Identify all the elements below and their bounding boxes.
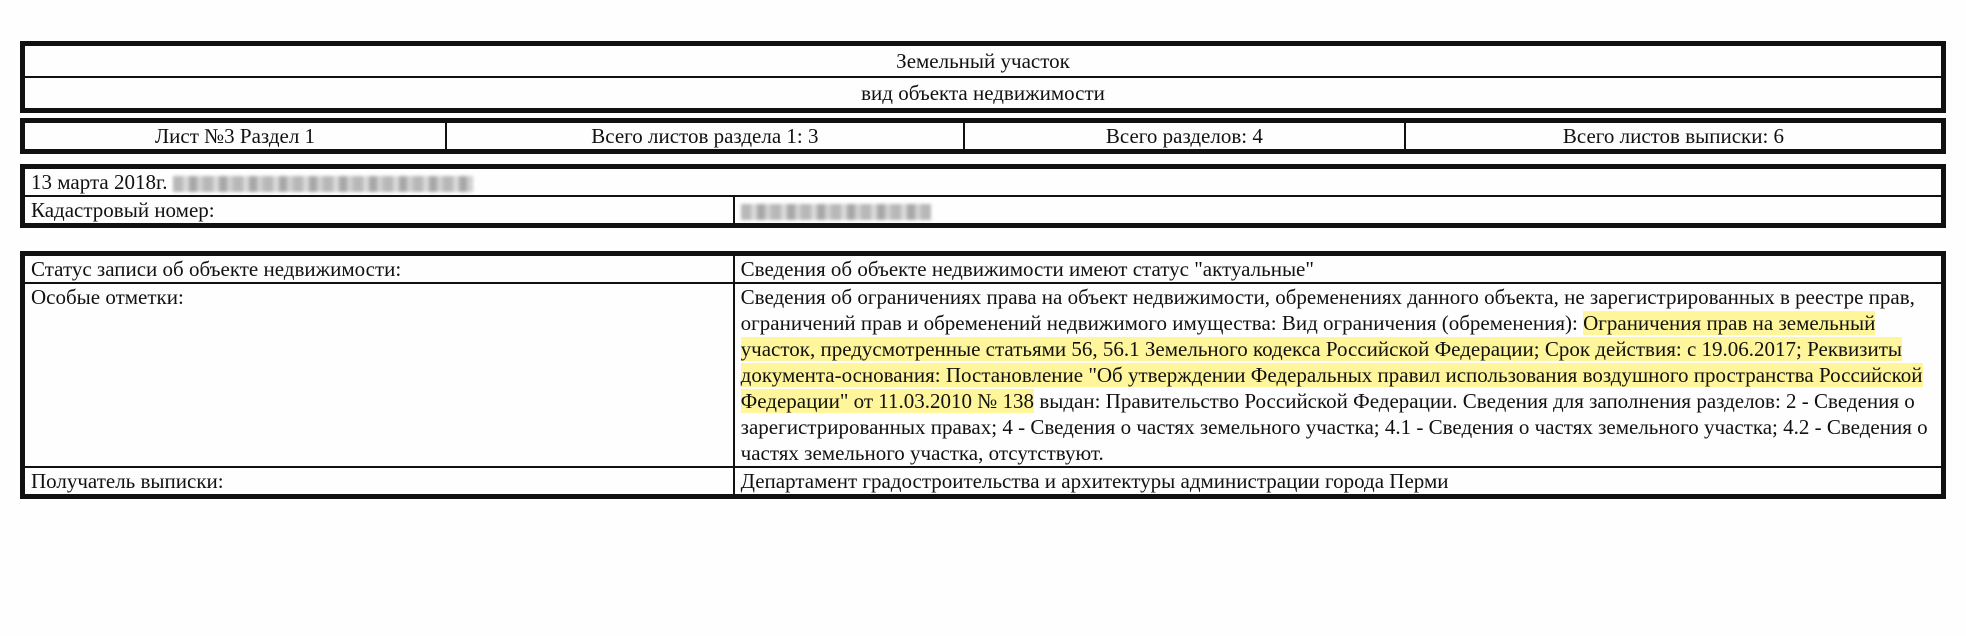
total-sections: Всего разделов: 4 (964, 122, 1405, 150)
date-row (24, 168, 1942, 196)
cadastral-value (734, 196, 1942, 224)
status-label: Статус записи об объекте недвижимости: (24, 255, 734, 283)
total-sheets: Всего листов выписки: 6 (1405, 122, 1942, 150)
redacted-text (173, 176, 473, 192)
sheet-number: Лист №3 Раздел 1 (24, 122, 446, 150)
redacted-cadastral-number (741, 204, 931, 220)
issue-date: 13 марта 2018г. (31, 170, 168, 194)
meta-block (20, 164, 1946, 228)
object-type: Земельный участок (24, 45, 1942, 77)
section-sheets-count: Всего листов раздела 1: 3 (446, 122, 964, 150)
notes-text-1: Сведения об ограничениях права на объект недвижимости, обременениях данного объекта, не зарегистрированных в реестре прав, ограничений прав и обременений недвижимого имущества: Вид ограничения (обременения): (740, 285, 1915, 335)
title-block (20, 41, 1946, 113)
recipient-label: Получатель выписки: (24, 467, 734, 495)
records-block (20, 251, 1946, 499)
sheets-block (20, 118, 1946, 154)
notes-label: Особые отметки: (24, 283, 734, 467)
notes-value (734, 283, 1942, 467)
status-value: Сведения об объекте недвижимости имеют статус "актуальные" (734, 255, 1942, 283)
recipient-value: Департамент градостроительства и архитектуры администрации города Перми (734, 467, 1942, 495)
notes-highlighted-text: Ограничения прав на земельный участок, предусмотренные статьями 56, 56.1 Земельного кодекса Российской Федерации; Срок действия: с 19.06.2017; Реквизиты документа-основания: Постановление "Об утверждении Федеральных правил использования воздушного пространства Российской Федерации" от 11.03.2010 № 138 (740, 311, 1923, 413)
cadastral-label: Кадастровый номер: (24, 196, 734, 224)
notes-text-2: выдан: Правительство Российской Федерации. Сведения для заполнения разделов: 2 - Сведения о зарегистрированных правах; 4 - Сведения о частях земельного участка; 4.1 - Сведения о частях земельного участка; 4.2 - Сведения о частях земельного участка, отсутствуют. (740, 389, 1928, 465)
object-type-caption: вид объекта недвижимости (24, 77, 1942, 109)
